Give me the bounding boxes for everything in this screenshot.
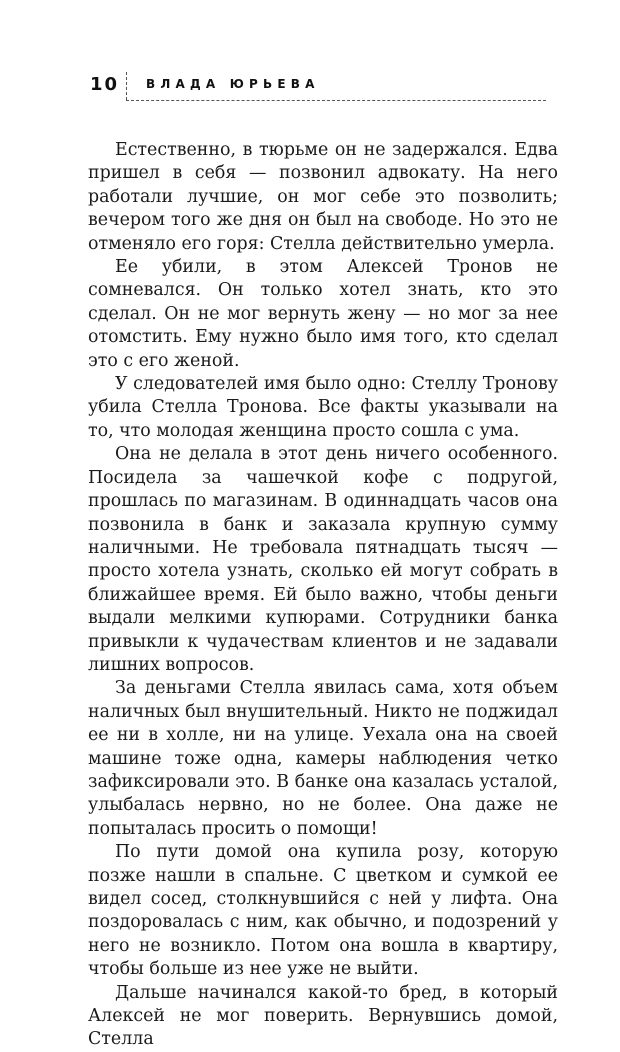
paragraph: Ее убили, в этом Алексей Тронов не сомневался. Он только хотел знать, кто это сделал. Он не мог вернуть жену — но мог за нее отомстить. Ему нужно было имя того, кто сделал это с его женой.	[88, 257, 558, 371]
author-name: ВЛАДА ЮРЬЕВА	[146, 77, 320, 91]
header-divider	[126, 72, 127, 100]
paragraph: Естественно, в тюрьме он не задержался. Едва пришел в себя — позвонил адвокату. На него работали лучшие, он мог себе это позволить; вечером того же дня он был на свободе. Но это не отменяло его горя: Стелла действительно умерла.	[88, 140, 558, 254]
paragraph: За деньгами Стелла явилась сама, хотя объем наличных был внушительный. Никто не поджидал ее ни в холле, ни на улице. Уехала она на своей машине тоже одна, камеры наблюдения четко зафиксировали это. В банке она казалась усталой, улыбалась нервно, но не более. Она даже не попыталась просить о помощи!	[88, 678, 558, 839]
body-text	[88, 139, 558, 1052]
page-number: 10	[90, 74, 120, 95]
paragraph: Она не делала в этот день ничего особенного. Посидела за чашечкой кофе с подругой, прошлась по магазинам. В одиннадцать часов она позвонила в банк и заказала крупную сумму наличными. Не требовала пятнадцать тысяч — просто хотела узнать, сколько ей могут собрать в ближайшее время. Ей было важно, чтобы деньги выдали мелкими купюрами. Сотрудники банка привыкли к чудачествам клиентов и не задавали лишних вопросов.	[88, 444, 558, 675]
paragraph: У следователей имя было одно: Стеллу Тронову убила Стелла Тронова. Все факты указывали на то, что молодая женщина просто сошла с ума.	[88, 374, 558, 441]
paragraph: Дальше начинался какой-то бред, в который Алексей не мог поверить. Вернувшись домой, Стелла	[88, 982, 558, 1050]
paragraph: По пути домой она купила розу, которую позже нашли в спальне. С цветком и сумкой ее видел сосед, столкнувшийся с ней у лифта. Она поздоровалась с ним, как обычно, и подозрений у него не возникло. Потом она вошла в квартиру, чтобы больше из нее уже не выйти.	[88, 842, 558, 980]
running-header	[88, 72, 548, 102]
header-rule	[126, 100, 546, 101]
